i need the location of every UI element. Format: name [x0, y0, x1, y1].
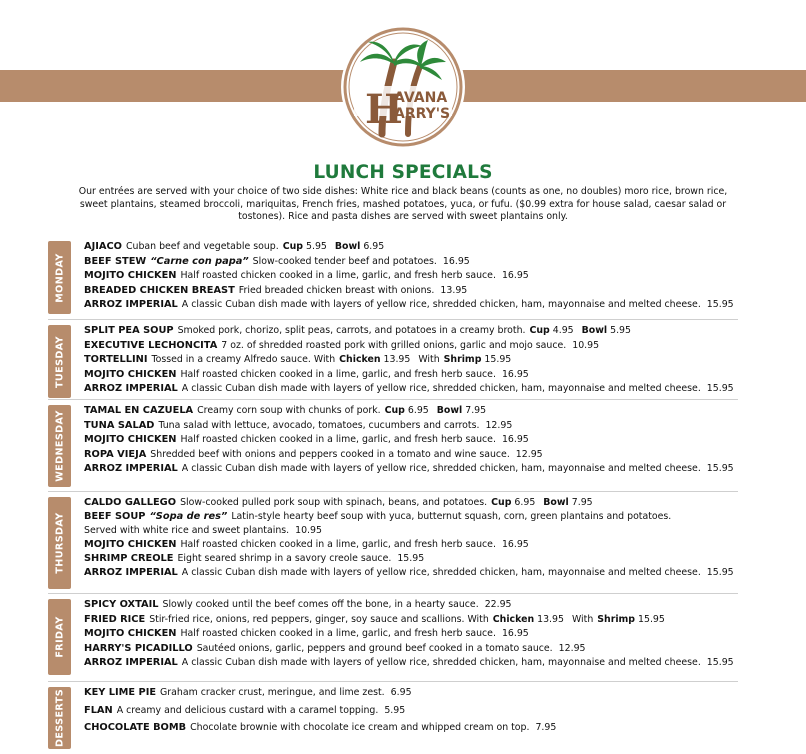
item-description: Slowly cooked until the beef comes off the bone, in a hearty sauce. — [162, 599, 479, 610]
menu-item — [84, 721, 556, 734]
item-name: AJIACO — [84, 241, 122, 252]
item-price: 5.95 — [610, 325, 631, 336]
item-description: Slow-cooked pulled pork soup with spinach, beans, and potatoes. — [180, 497, 488, 508]
item-price: 16.95 — [501, 270, 529, 281]
item-option-text: With — [418, 354, 440, 365]
item-price: 16.95 — [442, 255, 470, 267]
item-price: 15.95 — [706, 383, 734, 394]
menu-item — [84, 353, 511, 366]
item-name: BREADED CHICKEN BREAST — [84, 284, 235, 296]
item-description: Stir-fried rice, onions, red peppers, ginger, soy sauce and scallions. With — [149, 613, 489, 625]
item-name: TAMAL EN CAZUELA — [84, 405, 194, 416]
item-option: Bowl — [581, 325, 608, 336]
item-price: 16.95 — [501, 368, 529, 380]
menu-item — [84, 255, 470, 268]
item-option: Bowl — [334, 241, 361, 252]
section-divider — [48, 593, 738, 594]
item-description: Half roasted chicken cooked in a lime, garlic, and fresh herb sauce. — [180, 628, 496, 639]
logo-initial: H — [365, 86, 403, 133]
menu-item — [84, 448, 543, 461]
menu-item — [84, 538, 529, 551]
item-description: Tossed in a creamy Alfredo sauce. With — [151, 354, 336, 365]
item-description: Fried breaded chicken breast with onions. — [238, 284, 435, 296]
item-price: 7.95 — [535, 722, 557, 733]
item-name: HARRY'S PICADILLO — [84, 642, 193, 654]
item-price: 5.95 — [306, 241, 327, 252]
item-description: A classic Cuban dish made with layers of yellow rice, shredded chicken, ham, mayonnaise and melted cheese. — [181, 657, 701, 668]
item-price: 15.95 — [484, 354, 512, 365]
item-name: ARROZ IMPERIAL — [84, 383, 178, 394]
menu-item — [84, 419, 512, 432]
day-tab-tuesday — [48, 325, 71, 398]
menu-item — [84, 704, 405, 717]
menu-item — [84, 627, 529, 640]
menu-item — [84, 284, 467, 297]
havana-harrys-logo — [338, 22, 468, 152]
section-divider — [48, 681, 738, 682]
item-name: MOJITO CHICKEN — [84, 368, 177, 380]
menu-item — [84, 404, 486, 417]
item-name: CHOCOLATE BOMB — [84, 722, 187, 733]
item-option: Cup — [282, 241, 303, 252]
section-divider — [48, 399, 738, 400]
item-name: SHRIMP CREOLE — [84, 553, 174, 564]
item-option: Chicken — [492, 613, 535, 625]
day-label: DESSERTS — [54, 688, 65, 748]
item-description: Latin-style hearty beef soup with yuca, butternut squash, corn, green plantains and potatoes. — [231, 511, 672, 522]
item-name: ARROZ IMPERIAL — [84, 657, 178, 668]
item-price: 7.95 — [465, 405, 487, 416]
menu-item — [84, 368, 529, 381]
day-label: MONDAY — [54, 252, 65, 303]
item-description: A classic Cuban dish made with layers of yellow rice, shredded chicken, ham, mayonnaise and melted cheese. — [181, 567, 701, 578]
item-price: 22.95 — [484, 599, 512, 610]
day-label: WEDNESDAY — [54, 410, 65, 482]
item-description: A creamy and delicious custard with a caramel topping. — [116, 704, 379, 716]
item-price: 16.95 — [501, 628, 529, 639]
item-description: Served with white rice and sweet plantains. — [84, 525, 290, 536]
item-option: Chicken — [339, 354, 381, 365]
item-description: Shredded beef with onions and peppers cooked in a tomato and wine sauce. — [150, 448, 510, 460]
item-price: 6.95 — [407, 405, 429, 416]
section-divider — [48, 319, 738, 320]
item-name: FLAN — [84, 704, 113, 716]
item-price: 6.95 — [390, 687, 412, 698]
logo-line2: ARRY'S — [394, 106, 451, 122]
item-name: ARROZ IMPERIAL — [84, 463, 178, 474]
item-price: 13.95 — [537, 613, 564, 625]
day-tab-friday — [48, 599, 71, 675]
item-name: BEEF STEW — [84, 255, 147, 267]
menu-item — [84, 382, 734, 395]
intro-text: Our entrées are served with your choice of two side dishes: White rice and black beans (counts as one, no doubles) moro rice, brown rice, sweet plantains, steamed broccoli, mariquitas, French fries, mashed potatoes, yuca, or fufu. ($0.99 extra for house salad, caesar salad or tostones). Rice and pasta dishes are served with sweet plantains only. — [78, 186, 728, 223]
menu-item — [84, 566, 734, 579]
item-name: TORTELLINI — [84, 354, 148, 365]
item-price: 5.95 — [384, 704, 406, 716]
item-price: 15.95 — [706, 463, 734, 474]
item-description: 7 oz. of shredded roasted pork with grilled onions, garlic and mojo sauce. — [221, 339, 567, 351]
menu-item — [84, 642, 586, 655]
item-name: EXECUTIVE LECHONCITA — [84, 339, 218, 351]
item-subtitle: “Carne con papa” — [150, 255, 249, 267]
item-price: 10.95 — [295, 525, 322, 536]
item-price: 16.95 — [501, 539, 529, 550]
item-description: A classic Cuban dish made with layers of yellow rice, shredded chicken, ham, mayonnaise and melted cheese. — [181, 299, 701, 310]
item-price: 4.95 — [552, 325, 574, 336]
item-price: 13.95 — [440, 284, 468, 296]
item-name: MOJITO CHICKEN — [84, 434, 177, 445]
item-price: 12.95 — [515, 448, 543, 460]
menu-item — [84, 656, 734, 669]
item-description: Slow-cooked tender beef and potatoes. — [252, 255, 437, 267]
item-price: 12.95 — [558, 642, 586, 654]
menu-item — [84, 613, 665, 626]
day-label: TUESDAY — [54, 335, 65, 388]
page-title: LUNCH SPECIALS — [313, 162, 493, 183]
logo-line1: AVANA — [394, 90, 448, 106]
item-price: 13.95 — [383, 354, 411, 365]
item-description: Half roasted chicken cooked in a lime, garlic, and fresh herb sauce. — [180, 434, 496, 445]
item-description: A classic Cuban dish made with layers of yellow rice, shredded chicken, ham, mayonnaise and melted cheese. — [181, 383, 701, 394]
item-name: CALDO GALLEGO — [84, 497, 177, 508]
item-name: SPLIT PEA SOUP — [84, 325, 174, 336]
item-option: Cup — [529, 325, 550, 336]
menu-item — [84, 433, 529, 446]
item-description: Sautéed onions, garlic, peppers and ground beef cooked in a tomato sauce. — [196, 642, 553, 654]
menu-item — [84, 524, 322, 537]
item-description: Smoked pork, chorizo, split peas, carrots, and potatoes in a creamy broth. — [177, 325, 526, 336]
menu-item — [84, 240, 384, 253]
day-label: THURSDAY — [54, 512, 65, 574]
item-option: Cup — [491, 497, 512, 508]
menu-item — [84, 462, 734, 475]
item-description: Half roasted chicken cooked in a lime, garlic, and fresh herb sauce. — [180, 539, 496, 550]
item-option: Bowl — [543, 497, 569, 508]
section-divider — [48, 491, 738, 492]
menu-item — [84, 269, 529, 282]
item-description: Eight seared shrimp in a savory creole sauce. — [177, 553, 392, 564]
item-price: 12.95 — [485, 419, 513, 431]
menu-item — [84, 510, 671, 523]
item-price: 6.95 — [363, 241, 385, 252]
item-option: Cup — [384, 405, 405, 416]
item-option: Bowl — [436, 405, 463, 416]
item-name: ARROZ IMPERIAL — [84, 567, 178, 578]
item-name: ROPA VIEJA — [84, 448, 147, 460]
item-name: SPICY OXTAIL — [84, 599, 159, 610]
menu-item — [84, 324, 631, 337]
menu-item — [84, 496, 593, 509]
item-description: Creamy corn soup with chunks of pork. — [197, 405, 381, 416]
item-name: MOJITO CHICKEN — [84, 270, 177, 281]
item-price: 15.95 — [706, 657, 734, 668]
item-description: Half roasted chicken cooked in a lime, garlic, and fresh herb sauce. — [180, 368, 496, 380]
item-option-text: With — [571, 613, 594, 625]
item-price: 10.95 — [572, 339, 600, 351]
item-option: Shrimp — [597, 613, 636, 625]
item-price: 16.95 — [501, 434, 529, 445]
item-description: Half roasted chicken cooked in a lime, garlic, and fresh herb sauce. — [180, 270, 496, 281]
day-tab-wednesday — [48, 405, 71, 487]
item-name: BEEF SOUP — [84, 511, 146, 522]
menu-item — [84, 686, 412, 699]
menu-item — [84, 552, 424, 565]
item-description: A classic Cuban dish made with layers of yellow rice, shredded chicken, ham, mayonnaise and melted cheese. — [181, 463, 701, 474]
day-tab-monday — [48, 241, 71, 314]
item-name: FRIED RICE — [84, 613, 146, 625]
item-price: 15.95 — [638, 613, 665, 625]
item-description: Tuna salad with lettuce, avocado, tomatoes, cucumbers and carrots. — [158, 419, 480, 431]
item-name: MOJITO CHICKEN — [84, 539, 177, 550]
item-name: KEY LIME PIE — [84, 687, 157, 698]
item-description: Graham cracker crust, meringue, and lime zest. — [160, 687, 385, 698]
menu-item — [84, 598, 512, 611]
day-label: FRIDAY — [54, 616, 65, 658]
menu-item — [84, 339, 599, 352]
item-subtitle: “Sopa de res” — [149, 511, 228, 522]
day-tab-desserts — [48, 687, 71, 749]
day-tab-thursday — [48, 497, 71, 589]
item-name: ARROZ IMPERIAL — [84, 299, 178, 310]
item-price: 15.95 — [397, 553, 425, 564]
item-option: Shrimp — [443, 354, 482, 365]
item-description: Cuban beef and vegetable soup. — [125, 241, 279, 252]
item-price: 15.95 — [706, 567, 734, 578]
item-price: 15.95 — [706, 299, 734, 310]
item-price: 7.95 — [571, 497, 593, 508]
item-price: 6.95 — [514, 497, 536, 508]
menu-item — [84, 298, 734, 311]
item-description: Chocolate brownie with chocolate ice cream and whipped cream on top. — [190, 722, 530, 733]
item-name: MOJITO CHICKEN — [84, 628, 177, 639]
item-name: TUNA SALAD — [84, 419, 155, 431]
